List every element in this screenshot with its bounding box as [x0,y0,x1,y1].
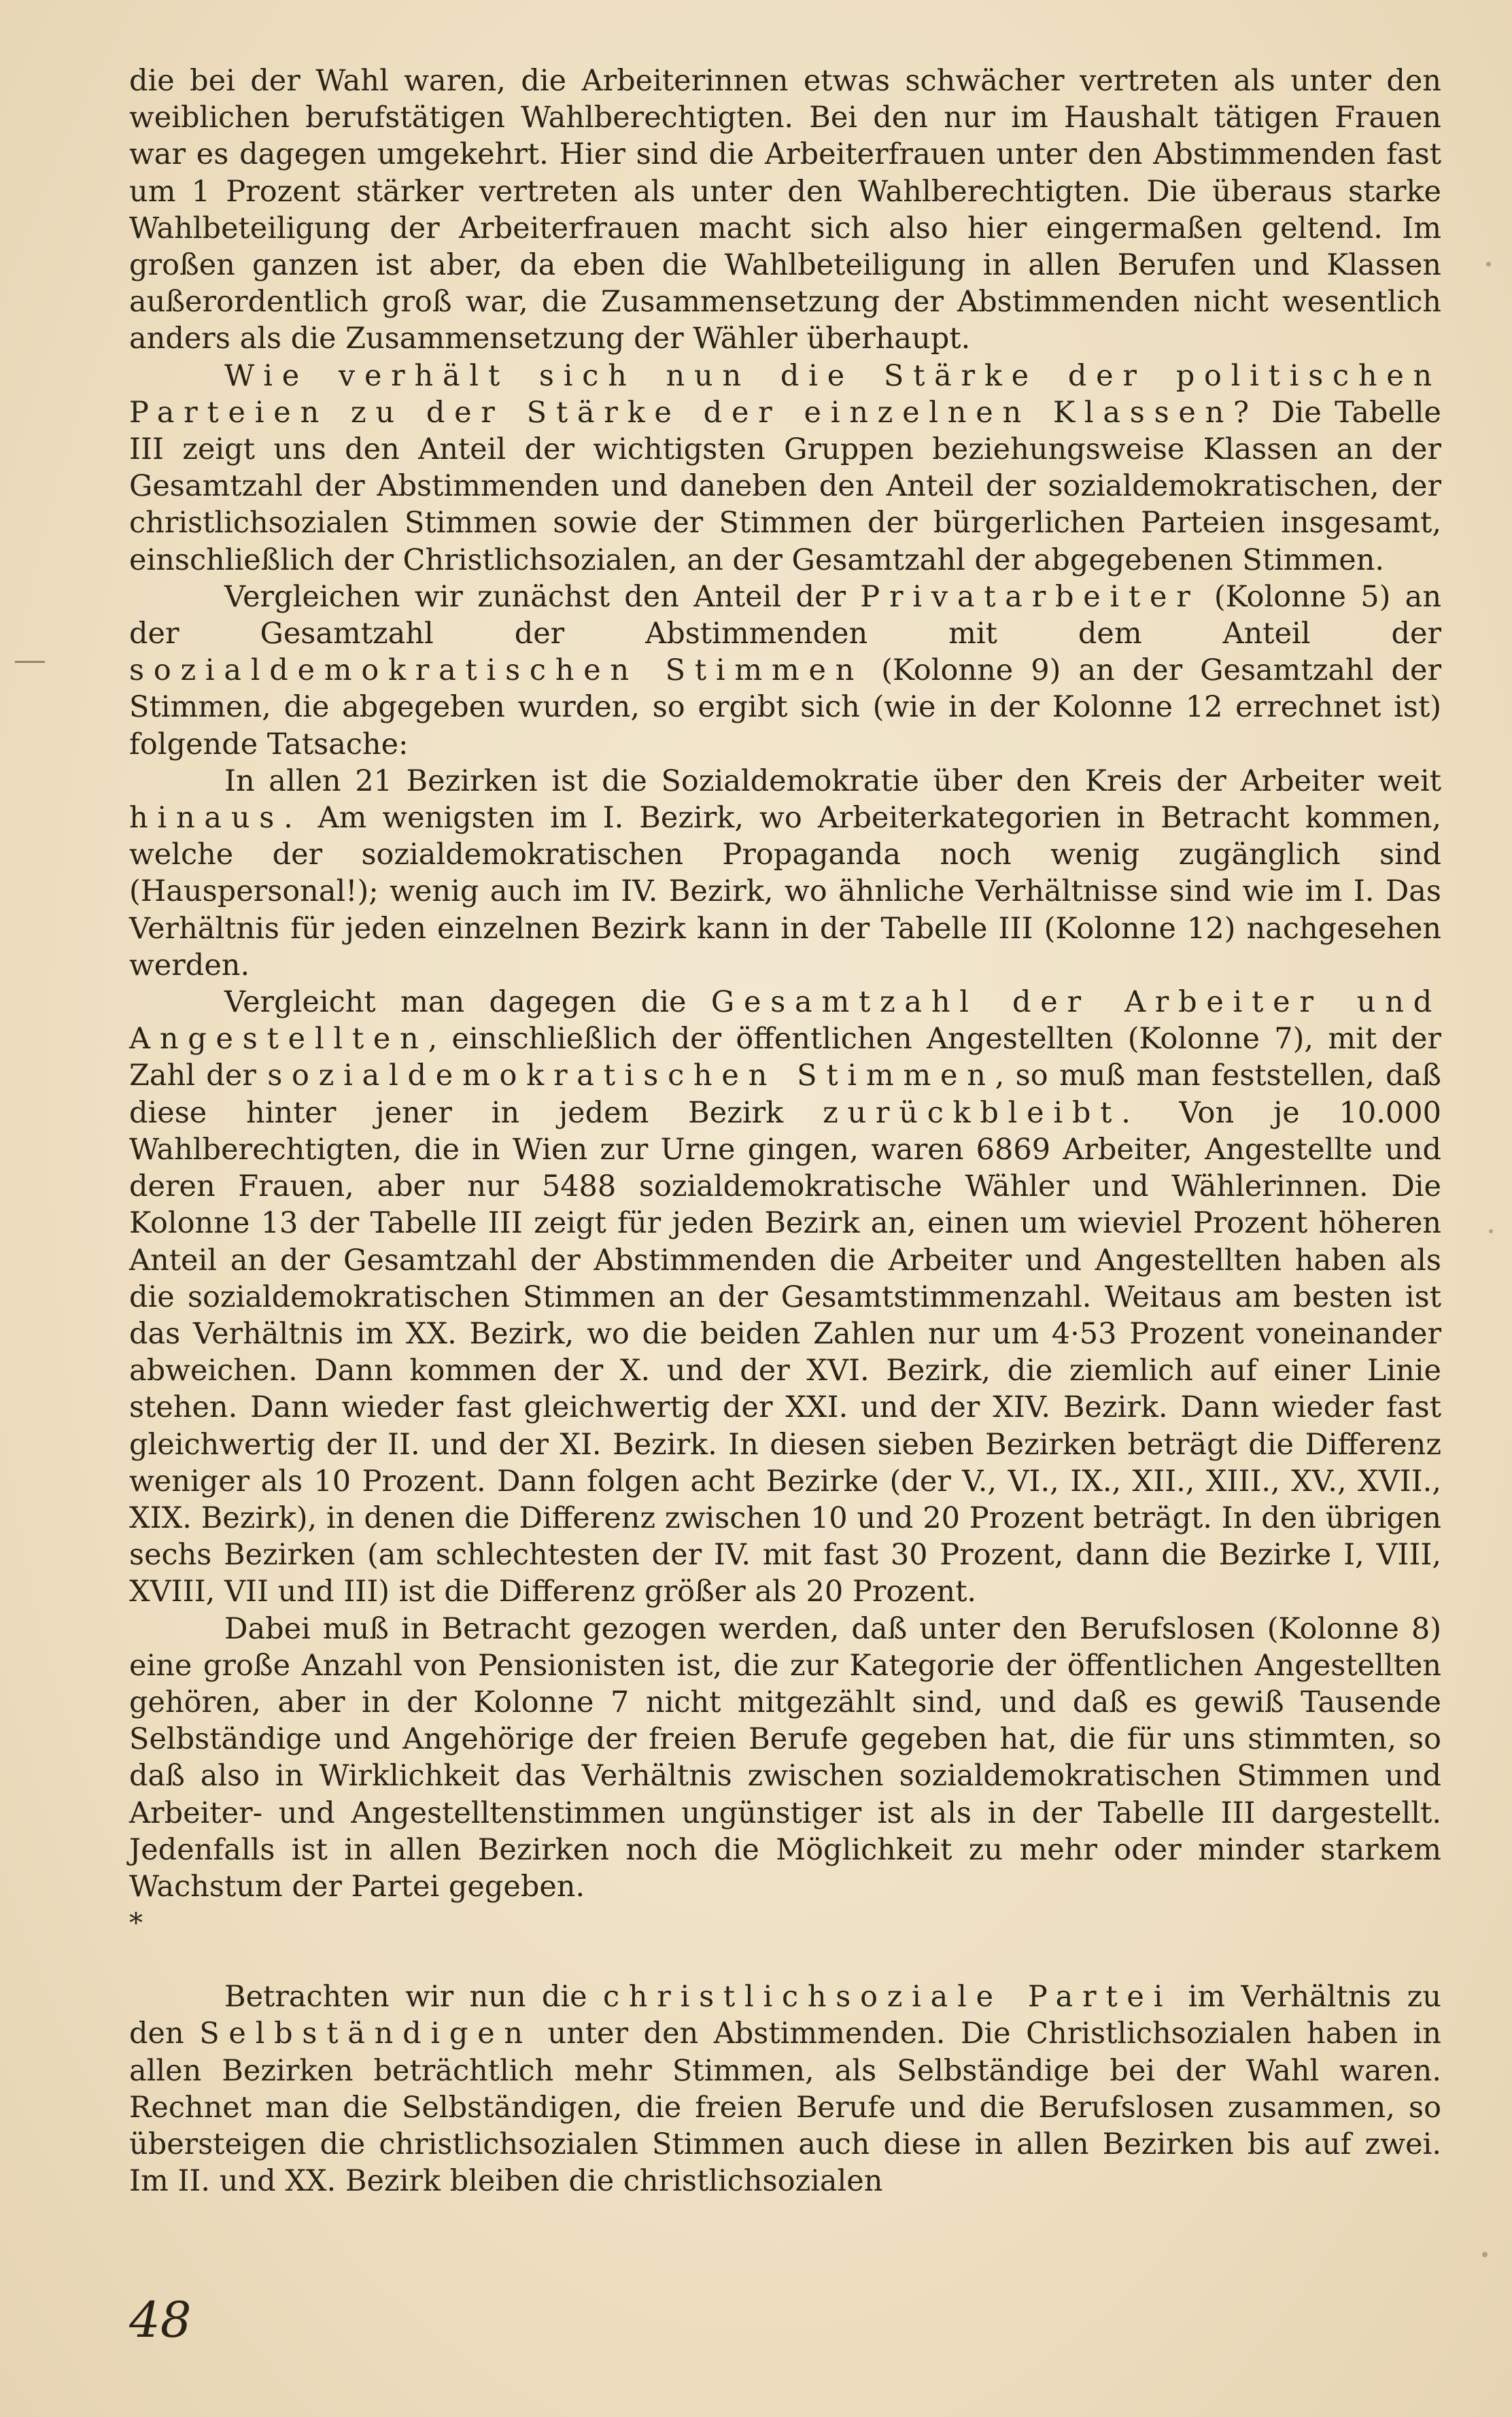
paragraph-6 [129,1611,1441,1906]
paragraph-text: Die Tabelle III zeigt uns den Anteil der wichtigsten Gruppen beziehungsweise Klassen an der Gesamtzahl der Abstimmenden und daneben den Anteil der sozialdemokratischen, der christlichsozialen Stimmen sowie der Stimmen der bürgerlichen Parteien insgesamt, einschließlich der Christlichsozialen, an der Gesamtzahl der abgegebenen Stimmen. [129,395,1441,577]
paper-speck [1489,1229,1493,1233]
paper-speck [1486,262,1491,267]
paragraph-text: Von je 10.000 Wahlberechtigten, die in Wien zur Urne gingen, waren 6869 Arbeiter, Angestellte und deren Frauen, aber nur 5488 sozialdemokratische Wähler und Wählerinnen. Die Kolonne 13 der Tabelle III zeigt für jeden Bezirk an, einen um wieviel Prozent höheren Anteil an der Gesamtzahl der Abstimmenden die Arbeiter und Angestellten haben als die sozialdemokratischen Stimmen an der Gesamtstimmenzahl. Weitaus am besten ist das Verhältnis im XX. Bezirk, wo die beiden Zahlen nur um 4·53 Prozent voneinander abweichen. Dann kommen der X. und der XVI. Bezirk, die ziemlich auf einer Linie stehen. Dann wieder fast gleichwertig der XXI. und der XIV. Bezirk. Dann wieder fast gleichwertig der II. und der XI. Bezirk. In diesen sieben Bezirken beträgt die Differenz weniger als 10 Prozent. Dann folgen acht Bezirke (der V., VI., IX., XII., XIII., XV., XVII., XIX. Bezirk), in denen die Differenz zwischen 10 und 20 Prozent beträgt. In den übrigen sechs Bezirken (am schlechtesten der IV. mit fast 30 Prozent, dann die Bezirke I, VIII, XVIII, VII und III) ist die Differenz größer als 20 Prozent. [129,1095,1442,1609]
emphasized-term: Selbständigen [199,2017,532,2051]
margin-pencil-mark [15,661,45,663]
paragraph-text: (Kolonne 5) an der Gesamtzahl der Abstimmenden mit dem Anteil der [129,579,1442,651]
paragraph-text: unter den Abstimmenden. Die Christlichsozialen haben in allen Bezirken beträchtlich mehr Stimmen, als Selbständige bei der Wahl waren. Rechnet man die Selbständigen, die freien Berufe und die Berufslosen zusammen, so übersteigen die christlichsozialen Stimmen auch diese in allen Bezirken bis auf zwei. Im II. und XX. Bezirk bleiben die christlichsozialen [129,2017,1442,2199]
emphasized-term: hinaus. [129,801,303,836]
paragraph-text: In allen 21 Bezirken ist die Sozialdemokratie über den Kreis der Arbeiter weit [224,764,1441,798]
paragraph-text: Vergleicht man dagegen die [224,985,711,1020]
paragraph-text: Betrachten wir nun die [224,1980,603,2015]
paragraph-2 [129,358,1441,579]
paragraph-text: Dabei muß in Betracht gezogen werden, daß unter den Berufslosen (Kolonne 8) eine große Anzahl von Pensionisten ist, die zur Kategorie der öffentlichen Angestellten gehören, aber in der Kolonne 7 nicht mitgezählt sind, und daß es gewiß Tausende Selbständige und Angehörige der freien Berufe gegeben hat, die für uns stimmten, so daß also in Wirklichkeit das Verhältnis zwischen sozialdemokratischen Stimmen und Arbeiter- und Angestelltenstimmen ungünstiger ist als in der Tabelle III dargestellt. Jedenfalls ist in allen Bezirken noch die Möglichkeit zu mehr oder minder starkem Wachstum der Partei gegeben. [129,1611,1441,1904]
body-text [129,63,1441,2199]
page-number: 48 [129,2291,192,2348]
paragraph-7 [129,1978,1441,2199]
emphasized-term: Privatarbeiter [860,579,1200,614]
paragraph-text: (Kolonne 9) an der Gesamtzahl der Stimmen, die abgegeben wurden, so ergibt sich (wie in der Kolonne 12 errechnet ist) folgende Tatsache: [129,653,1441,761]
emphasized-term: christlichsoziale Partei [602,1980,1173,2015]
paragraph-4 [129,763,1441,984]
paragraph-text: , so muß man feststellen, daß diese hinter jener in jedem Bezirk [129,1059,1442,1130]
section-separator: * [129,1908,143,1940]
emphasized-term: sozialdemokratischen Stimmen [267,1059,995,1093]
paragraph-text: Vergleichen wir zunächst den Anteil der [224,579,861,614]
paragraph-1 [129,63,1441,358]
emphasized-term: zurückbleibt. [823,1095,1140,1130]
emphasized-question: Wie verhält sich nun die Stärke der politischen Parteien zu der Stärke der einzelnen Klassen? [129,358,1441,430]
paragraph-5 [129,984,1441,1610]
paragraph-text: , einschließlich der öffentlichen Angestellten (Kolonne 7), mit der Zahl der [129,1022,1441,1093]
paragraph-text: Am wenigsten im I. Bezirk, wo Arbeiterkategorien in Betracht kommen, welche der sozialdemokratischen Propaganda noch wenig zugänglich sind (Hauspersonal!); wenig auch im IV. Bezirk, wo ähnliche Verhältnisse sind wie im I. Das Verhältnis für jeden einzelnen Bezirk kann in der Tabelle III (Kolonne 12) nachgesehen werden. [129,801,1441,982]
emphasized-term: Gesamtzahl der Arbeiter und Angestellten [129,985,1441,1057]
paragraph-text: im Verhältnis zu den [129,1980,1441,2051]
paragraph-text: die bei der Wahl waren, die Arbeiterinnen etwas schwächer vertreten als unter den weiblichen berufstätigen Wahlberechtigten. Bei den nur im Haushalt tätigen Frauen war es dagegen umgekehrt. Hier sind die Arbeiterfrauen unter den Abstimmenden fast um 1 Prozent stärker vertreten als unter den Wahlberechtigten. Die überaus starke Wahlbeteiligung der Arbeiterfrauen macht sich also hier eingermaßen geltend. Im großen ganzen ist aber, da eben die Wahlbeteiligung in allen Berufen und Klassen außerordentlich groß war, die Zusammensetzung der Abstimmenden nicht wesentlich anders als die Zusammensetzung der Wähler überhaupt. [129,64,1441,356]
emphasized-term: sozialdemokratischen Stimmen [129,653,864,688]
paper-speck [1482,2252,1488,2257]
paragraph-3 [129,579,1441,763]
